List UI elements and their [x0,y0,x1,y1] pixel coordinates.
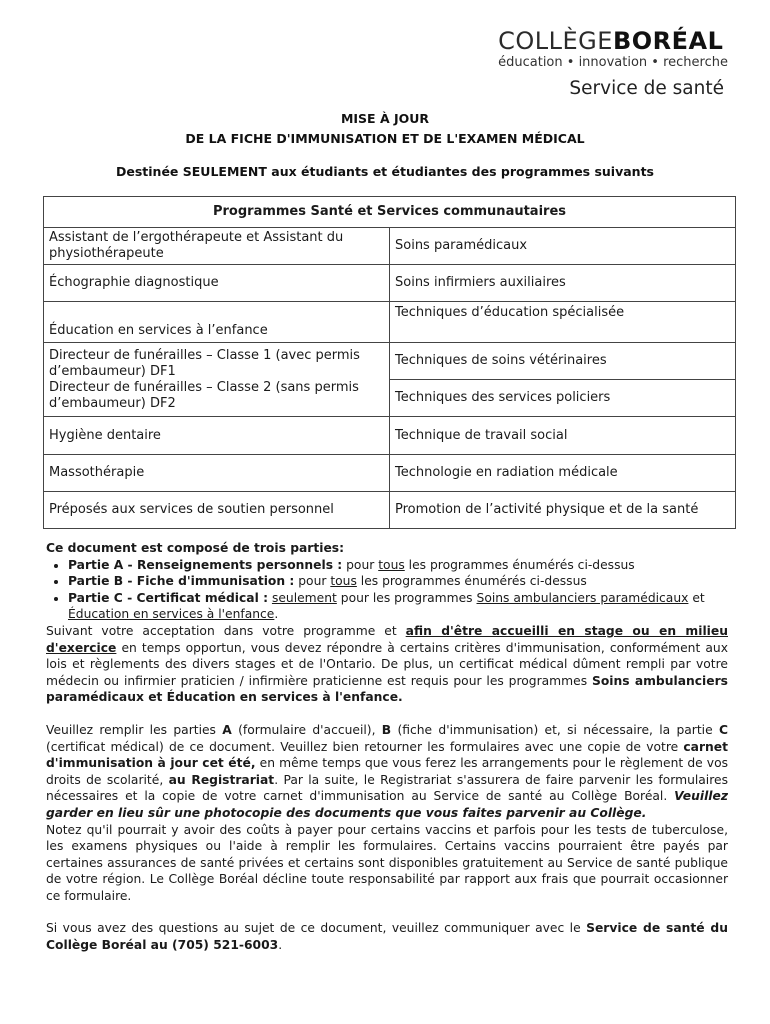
table-row [44,343,736,380]
college-logo [498,28,728,70]
table-row [44,455,736,492]
program-cell: Éducation en services à l’enfance [44,302,390,343]
program-cell: Assistant de l’ergothérapeute et Assistant du physiothérapeute [44,228,390,265]
p4-contact: Service de santé du Collège Boréal au (705) 521-6003 [46,921,728,953]
part-a-tous: tous [378,557,405,572]
program-cell: Techniques des services policiers [390,380,736,417]
list-item-part-a [68,557,728,574]
table-row [44,302,736,343]
part-b-post: les programmes énumérés ci-dessus [356,574,587,589]
p2-carnet: carnet d'immunisation à jour cet été, [46,739,728,771]
p2-text-c: (formulaire d'accueil), [231,722,382,737]
p2-text-e: (fiche d'immunisation) et, si nécessaire, la partie [391,722,719,737]
logo-wordmark [498,28,728,54]
logo-tagline: éducation • innovation • recherche [498,55,728,70]
program-cell: Promotion de l’activité physique et de la santé [390,492,736,529]
p1-programs: Soins ambulanciers paramédicaux et Éducation en services à l'enfance. [46,673,728,705]
program-cell: Soins paramédicaux [390,228,736,265]
part-a-pre: pour [342,557,379,572]
spacer [46,904,728,920]
part-a-label: Partie A - Renseignements personnels : [68,557,343,572]
logo-name-bold: BORÉAL [612,27,724,55]
program-cell: Échographie diagnostique [44,265,390,302]
paragraph-contact [46,920,728,953]
p2-part-c: C [718,722,728,737]
program-cell: Technique de travail social [390,417,736,455]
list-item-part-c [68,590,728,623]
intro-heading: Ce document est composé de trois parties: [46,541,345,555]
list-item-part-b [68,573,728,590]
part-c-end: . [274,607,279,622]
document-title-line1: MISE À JOUR [340,111,430,126]
program-cell: Préposés aux services de soutien personnel [44,492,390,529]
parts-list [46,557,728,623]
table-header-row [44,197,736,228]
program-cell: Soins infirmiers auxiliaires [390,265,736,302]
program-cell: Hygiène dentaire [44,417,390,455]
p2-registrariat: au Registrariat [168,772,275,787]
part-c-seulement: seulement [271,590,337,605]
table-row [44,492,736,529]
programs-heading: Programmes Santé et Services communautaires [44,197,736,228]
program-cell: Techniques d’éducation spécialisée [390,302,736,343]
p2-text-a: Veuillez remplir les parties [46,722,223,737]
p2-text-i: en même temps que vous ferez les arrangements pour le règlement de vos droits de scolarité, [46,756,729,787]
p2-text-k: . Par la suite, le Registrariat s'assurera de faire parvenir les formulaires nécessaires et la copie de votre carnet d'immunisation au Service de santé au Collège Boréal. [46,772,728,804]
p2-part-a: A [222,722,232,737]
part-c-label: Partie C - Certificat médical : [68,590,269,605]
audience-statement: Destinée SEULEMENT aux étudiants et étudiantes des programmes suivants [116,164,654,179]
p1-text-c: en temps opportun, vous devez répondre à certains critères d'immunisation, conformément aux lois et règlements des divers stages et de l'Ontario. De plus, un certificat médical dûment rempli par votre médecin ou infirmier praticien / infirmière praticienne est requis pour les programmes [46,640,728,688]
table-row [44,265,736,302]
p1-text-a: Suivant votre acceptation dans votre programme et [46,623,406,638]
paragraph-costs: Notez qu'il pourrait y avoir des coûts à payer pour certains vaccins et parfois pour les tests de tuberculose, les examens physiques ou l'aide à remplir les formulaires. Certains vaccins pourraient être payés par certaines assurances de santé privées et certains sont disponibles gratuitement au Service de santé publique de votre région. Le Collège Boréal décline toute responsabilité par rapport aux frais que pourrait occasionner ce formulaire. [46,822,728,903]
part-b-tous: tous [330,574,357,589]
p1-emphasis: afin d'être accueilli en stage ou en milieu d'exercice [46,623,728,655]
part-c-program-2: Éducation en services à l'enfance [68,607,275,622]
program-cell: Technologie en radiation médicale [390,455,736,492]
p4-text-a: Si vous avez des questions au sujet de ce document, veuillez communiquer avec le [46,921,587,936]
p2-part-b: B [381,722,392,737]
intro-text [46,540,728,557]
table-row [44,228,736,265]
part-b-pre: pour [294,574,331,589]
program-cell: Massothérapie [44,455,390,492]
p2-text-g: (certificat médical) de ce document. Veuillez bien retourner les formulaires avec une copie de votre [46,739,684,754]
paragraph-instructions [46,722,728,822]
spacer [46,706,728,722]
paragraph-acceptance [46,623,728,706]
program-line: Directeur de funérailles – Classe 1 (avec permis d’embaumeur) DF1 [49,347,360,379]
part-a-post: les programmes énumérés ci-dessus [404,557,635,572]
logo-name-thin: COLLÈGE [498,27,613,55]
table-row [44,417,736,455]
program-line: Directeur de funérailles – Classe 2 (sans permis d’embaumeur) DF2 [49,379,359,411]
p2-photocopy-note: Veuillez garder en lieu sûr une photocopie des documents que vous faites parvenir au Collège. [46,789,728,820]
part-c-program-1: Soins ambulanciers paramédicaux [476,590,689,605]
program-cell: Techniques de soins vétérinaires [390,343,736,380]
part-b-label: Partie B - Fiche d'immunisation : [68,574,295,589]
program-cell-funeral [44,343,390,417]
part-c-mid: pour les programmes [336,590,477,605]
part-c-et: et [688,590,705,605]
service-name: Service de santé [569,78,724,99]
p4-text-c: . [278,938,283,953]
document-title-line2: DE LA FICHE D'IMMUNISATION ET DE L'EXAMEN MÉDICAL [185,131,585,146]
programs-table [43,196,736,529]
document-body [46,540,728,954]
